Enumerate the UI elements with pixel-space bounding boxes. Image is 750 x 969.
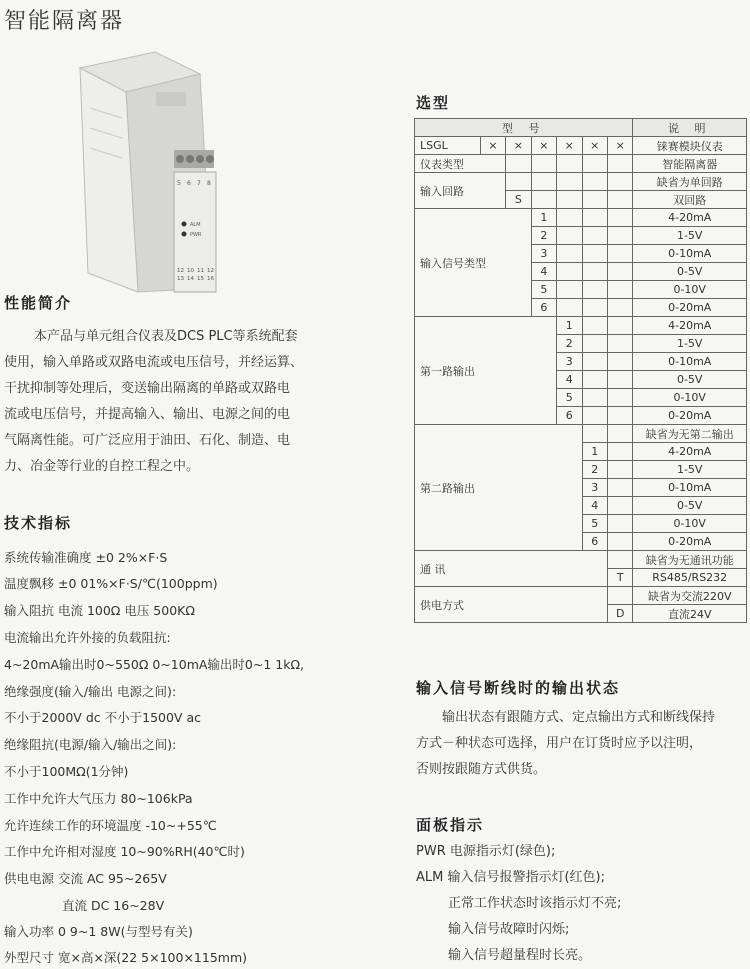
product-image bbox=[60, 48, 230, 293]
signal-code: 1 bbox=[531, 209, 556, 227]
panel-line: ALM 输入信号报警指示灯(红色); bbox=[416, 870, 606, 885]
instrument-type: 仪表类型 bbox=[415, 155, 506, 173]
signal-code: 3 bbox=[531, 245, 556, 263]
terminal-top-7: 7 bbox=[197, 180, 201, 187]
x-cell: × bbox=[531, 137, 556, 155]
specs-heading: 技术指标 bbox=[4, 514, 73, 532]
d-code: D bbox=[607, 605, 633, 623]
comm-desc: RS485/RS232 bbox=[633, 569, 747, 587]
panel-heading: 面板指示 bbox=[416, 816, 485, 834]
x-cell: × bbox=[480, 137, 505, 155]
header-desc: 说 明 bbox=[633, 119, 747, 137]
break-heading: 输入信号断线时的输出状态 bbox=[416, 679, 621, 697]
spec-line: 输入功率 0 9~1 8W(与型号有关) bbox=[4, 924, 193, 939]
instrument-desc: 智能隔离器 bbox=[633, 155, 747, 173]
spec-line: 不小于100MΩ(1分钟) bbox=[4, 764, 129, 779]
intro-line: 流或电压信号，并提高输入、输出、电源之间的电 bbox=[4, 407, 291, 422]
out2-code: 2 bbox=[582, 461, 607, 479]
alm-led bbox=[182, 222, 187, 227]
spec-line: 绝缘强度(输入/输出 电源之间): bbox=[4, 684, 177, 699]
terminal-bottom-10: 10 bbox=[187, 268, 194, 274]
terminal-bottom-14: 14 bbox=[187, 276, 194, 282]
pwr-led bbox=[182, 232, 187, 237]
out1-code: 5 bbox=[557, 389, 582, 407]
spec-line: 电流输出允许外接的负载阻抗: bbox=[4, 630, 171, 645]
out2-code: 6 bbox=[582, 533, 607, 551]
out2-code: 5 bbox=[582, 515, 607, 533]
signal-desc: 0-20mA bbox=[633, 299, 747, 317]
out2-desc: 0-10mA bbox=[633, 479, 747, 497]
t-code: T bbox=[607, 569, 633, 587]
terminal-bottom-15: 15 bbox=[197, 276, 204, 282]
spec-line: 工作中允许相对湿度 10~90%RH(40℃时) bbox=[4, 844, 245, 859]
out2-desc: 0-10V bbox=[633, 515, 747, 533]
spec-line: 工作中允许大气压力 80~106kPa bbox=[4, 791, 193, 806]
terminal-bottom-13: 13 bbox=[177, 276, 184, 282]
out1-desc: 0-10V bbox=[633, 389, 747, 407]
signal-code: 4 bbox=[531, 263, 556, 281]
header-type: 型 号 bbox=[415, 119, 633, 137]
out2-desc: 0-5V bbox=[633, 497, 747, 515]
selection-table bbox=[414, 118, 747, 623]
out1-desc: 0-10mA bbox=[633, 353, 747, 371]
out1-desc: 1-5V bbox=[633, 335, 747, 353]
spec-line: 直流 DC 16~28V bbox=[62, 898, 165, 913]
s-code: S bbox=[506, 191, 531, 209]
terminal-bottom-12b: 12 bbox=[207, 268, 214, 274]
out1-desc: 4-20mA bbox=[633, 317, 747, 335]
signal-desc: 0-10mA bbox=[633, 245, 747, 263]
x-cell: × bbox=[557, 137, 582, 155]
out1-code: 6 bbox=[557, 407, 582, 425]
intro-heading: 性能简介 bbox=[4, 294, 73, 312]
intro-text bbox=[4, 324, 344, 480]
spec-line: 温度飘移 ±0 01%×F·S/℃(100ppm) bbox=[4, 576, 218, 591]
comm-default: 缺省为无通讯功能 bbox=[633, 551, 747, 569]
intro-line: 使用，输入单路或双路电流或电压信号，并经运算、 bbox=[4, 355, 304, 370]
lsgl-desc: 铼赛模块仪表 bbox=[633, 137, 747, 155]
power-label: 供电方式 bbox=[415, 587, 608, 623]
intro-line: 本产品与单元组合仪表及DCS PLC等系统配套 bbox=[34, 329, 298, 344]
out1-code: 3 bbox=[557, 353, 582, 371]
panel-line: 输入信号超量程时长亮。 bbox=[448, 948, 592, 963]
x-cell: × bbox=[506, 137, 531, 155]
power-desc: 直流24V bbox=[633, 605, 747, 623]
signal-code: 5 bbox=[531, 281, 556, 299]
selection-heading: 选型 bbox=[416, 94, 451, 112]
input-signal-label: 输入信号类型 bbox=[415, 209, 532, 317]
pwr-led-label: PWR bbox=[190, 232, 202, 238]
power-default: 缺省为交流220V bbox=[633, 587, 747, 605]
spec-line: 外型尺寸 宽×高×深(22 5×100×115mm) bbox=[4, 950, 248, 965]
out2-desc: 4-20mA bbox=[633, 443, 747, 461]
spec-line: 允许连续工作的环境温度 -10~+55℃ bbox=[4, 818, 217, 833]
spec-line: 供电电源 交流 AC 95~265V bbox=[4, 871, 167, 886]
terminal-top-6: 6 bbox=[187, 180, 191, 187]
intro-line: 干扰抑制等处理后，变送输出隔离的单路或双路电 bbox=[4, 381, 291, 396]
break-line: 否则按跟随方式供货。 bbox=[416, 762, 547, 777]
out2-desc: 0-20mA bbox=[633, 533, 747, 551]
out2-default: 缺省为无第二输出 bbox=[633, 425, 747, 443]
x-cell: × bbox=[582, 137, 607, 155]
spec-line: 4~20mA输出时0~550Ω 0~10mA输出时0~1 1kΩ, bbox=[4, 657, 305, 672]
spec-line: 不小于2000V dc 不小于1500V ac bbox=[4, 710, 201, 725]
out2-label: 第二路输出 bbox=[415, 425, 583, 551]
out1-code: 2 bbox=[557, 335, 582, 353]
terminal-bottom-12a: 12 bbox=[177, 268, 184, 274]
out2-code: 4 bbox=[582, 497, 607, 515]
out2-code: 1 bbox=[582, 443, 607, 461]
break-text bbox=[416, 705, 750, 783]
panel-line: 正常工作状态时该指示灯不亮; bbox=[448, 896, 622, 911]
lsgl-cell: LSGL bbox=[415, 137, 481, 155]
panel-line: PWR 电源指示灯(绿色); bbox=[416, 844, 556, 859]
intro-line: 力、冶金等行业的自控工程之中。 bbox=[4, 459, 200, 474]
out1-code: 1 bbox=[557, 317, 582, 335]
terminal-top-5: 5 bbox=[177, 180, 181, 187]
signal-desc: 1-5V bbox=[633, 227, 747, 245]
out2-desc: 1-5V bbox=[633, 461, 747, 479]
alm-led-label: ALM bbox=[190, 222, 201, 228]
panel-line: 输入信号故障时闪烁; bbox=[448, 922, 570, 937]
spec-line: 输入阻抗 电流 100Ω 电压 500KΩ bbox=[4, 603, 195, 618]
x-cell: × bbox=[607, 137, 633, 155]
signal-desc: 4-20mA bbox=[633, 209, 747, 227]
spec-line: 绝缘阻抗(电源/输入/输出之间): bbox=[4, 737, 177, 752]
break-line: 方式－种状态可选择，用户在订货时应予以注明， bbox=[416, 736, 703, 751]
input-loop-default: 缺省为单回路 bbox=[633, 173, 747, 191]
out1-desc: 0-20mA bbox=[633, 407, 747, 425]
input-loop: 输入回路 bbox=[415, 173, 506, 209]
terminal-bottom-11: 11 bbox=[197, 268, 204, 274]
terminal-top-8: 8 bbox=[207, 180, 211, 187]
signal-desc: 0-5V bbox=[633, 263, 747, 281]
panel-text bbox=[416, 839, 750, 969]
page-title: 智能隔离器 bbox=[4, 9, 125, 34]
intro-line: 气隔离性能。可广泛应用于油田、石化、制造、电 bbox=[4, 433, 291, 448]
signal-code: 6 bbox=[531, 299, 556, 317]
terminal-bottom-16: 16 bbox=[207, 276, 214, 282]
out1-code: 4 bbox=[557, 371, 582, 389]
out1-desc: 0-5V bbox=[633, 371, 747, 389]
signal-desc: 0-10V bbox=[633, 281, 747, 299]
break-line: 输出状态有跟随方式、定点输出方式和断线保持 bbox=[442, 710, 716, 725]
out2-code: 3 bbox=[582, 479, 607, 497]
out1-label: 第一路输出 bbox=[415, 317, 557, 425]
signal-code: 2 bbox=[531, 227, 556, 245]
comm-label: 通 讯 bbox=[415, 551, 608, 587]
dual-loop: 双回路 bbox=[633, 191, 747, 209]
spec-line: 系统传输准确度 ±0 2%×F·S bbox=[4, 550, 168, 565]
